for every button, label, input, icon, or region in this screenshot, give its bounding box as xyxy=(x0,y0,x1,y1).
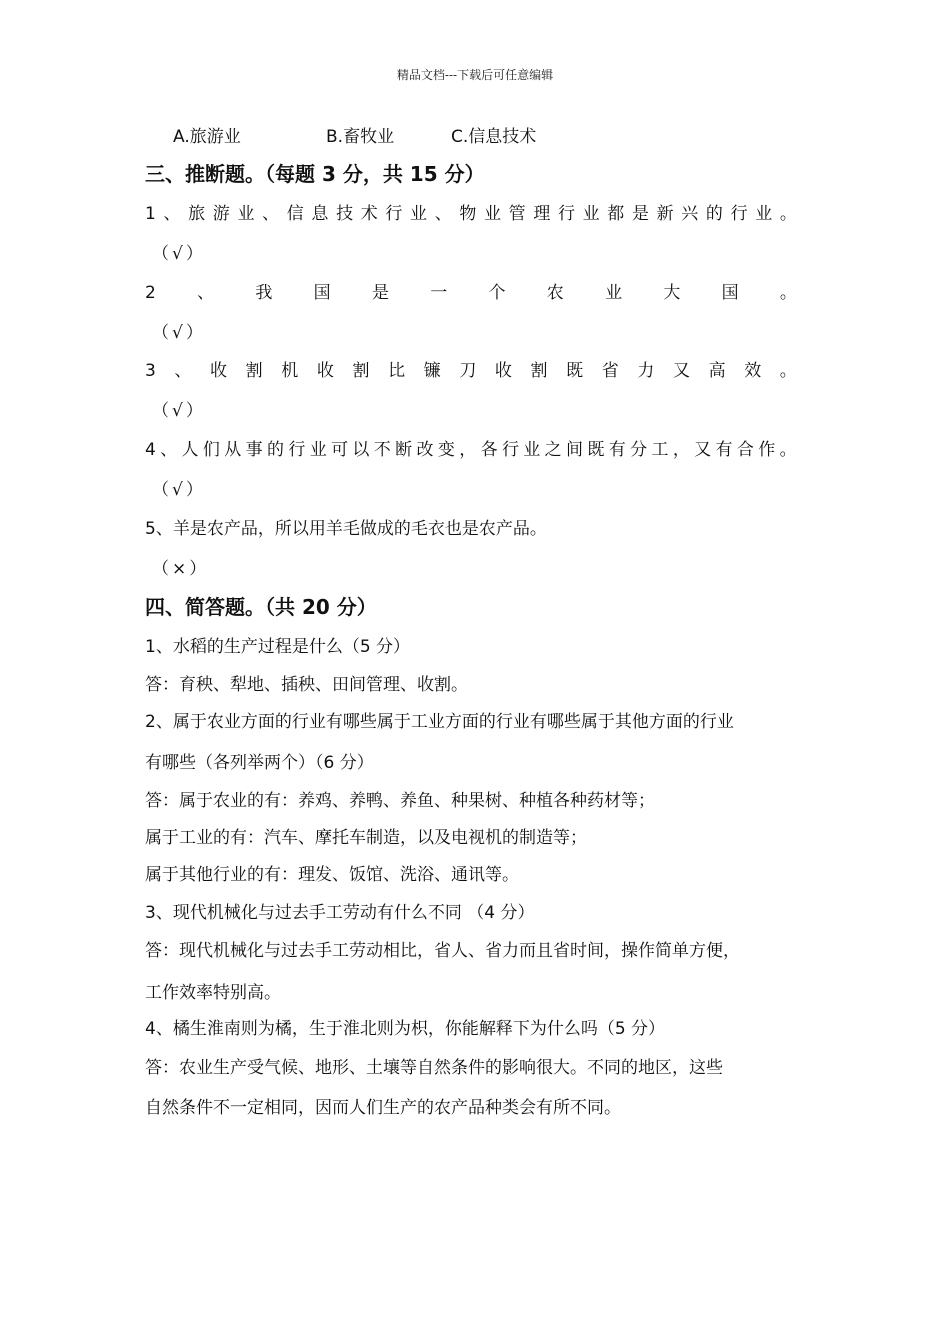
answer-3-line-1: 答：现代机械化与过去手工劳动相比，省人、省力而且省时间，操作简单方便， xyxy=(145,941,740,961)
question-3: 3、现代机械化与过去手工劳动有什么不同 （4 分） xyxy=(145,903,535,923)
question-1: 1、水稻的生产过程是什么（5 分） xyxy=(145,637,411,657)
judgment-item-3: 3 、 收 割 机 收 割 比 镰 刀 收 割 既 省 力 又 高 效 。 xyxy=(145,361,797,381)
question-2-line-1: 2、属于农业方面的行业有哪些属于工业方面的行业有哪些属于其他方面的行业 xyxy=(145,712,734,732)
answer-4-line-1: 答：农业生产受气候、地形、土壤等自然条件的影响很大。不同的地区，这些 xyxy=(145,1058,723,1078)
judgment-answer-3: （√） xyxy=(152,401,206,421)
judgment-answer-4: （√） xyxy=(152,480,206,500)
option-c: C.信息技术 xyxy=(451,127,537,147)
judgment-item-4: 4 、 人 们 从 事 的 行 业 可 以 不 断 改 变 ， 各 行 业 之 间 既 有 分 工 ， 又 有 合 作 。 xyxy=(145,440,797,460)
judgment-answer-5: （×） xyxy=(152,559,210,579)
answer-2-line-2: 属于工业的有：汽车、摩托车制造，以及电视机的制造等； xyxy=(145,828,587,848)
judgment-item-5: 5、羊是农产品，所以用羊毛做成的毛衣也是农产品。 xyxy=(145,519,547,539)
judgment-answer-2: （√） xyxy=(152,323,206,343)
answer-4-line-2: 自然条件不一定相同，因而人们生产的农产品种类会有所不同。 xyxy=(145,1098,621,1118)
answer-1: 答：育秧、犁地、插秧、田间管理、收割。 xyxy=(145,675,468,695)
judgment-answer-1: （√） xyxy=(152,244,206,264)
judgment-item-2: 2 、 我 国 是 一 个 农 业 大 国 。 xyxy=(145,283,797,303)
option-b: B.畜牧业 xyxy=(326,127,395,147)
question-4: 4、橘生淮南则为橘，生于淮北则为枳，你能解释下为什么吗（5 分） xyxy=(145,1019,666,1039)
page-header: 精品文档---下载后可任意编辑 xyxy=(396,68,554,82)
answer-2-line-1: 答：属于农业的有：养鸡、养鸭、养鱼、种果树、种植各种药材等； xyxy=(145,791,655,811)
judgment-item-1: 1 、 旅 游 业 、 信 息 技 术 行 业 、 物 业 管 理 行 业 都 是 新 兴 的 行 业 。 xyxy=(145,204,797,224)
section-4-title: 四、简答题。（共 20 分） xyxy=(145,595,377,619)
section-3-title: 三、推断题。（每题 3 分，共 15 分） xyxy=(145,162,485,186)
option-a: A.旅游业 xyxy=(173,127,241,147)
answer-3-line-2: 工作效率特别高。 xyxy=(145,983,281,1003)
answer-2-line-3: 属于其他行业的有：理发、饭馆、洗浴、通讯等。 xyxy=(145,865,519,885)
question-2-line-2: 有哪些（各列举两个）（6 分） xyxy=(145,753,374,773)
